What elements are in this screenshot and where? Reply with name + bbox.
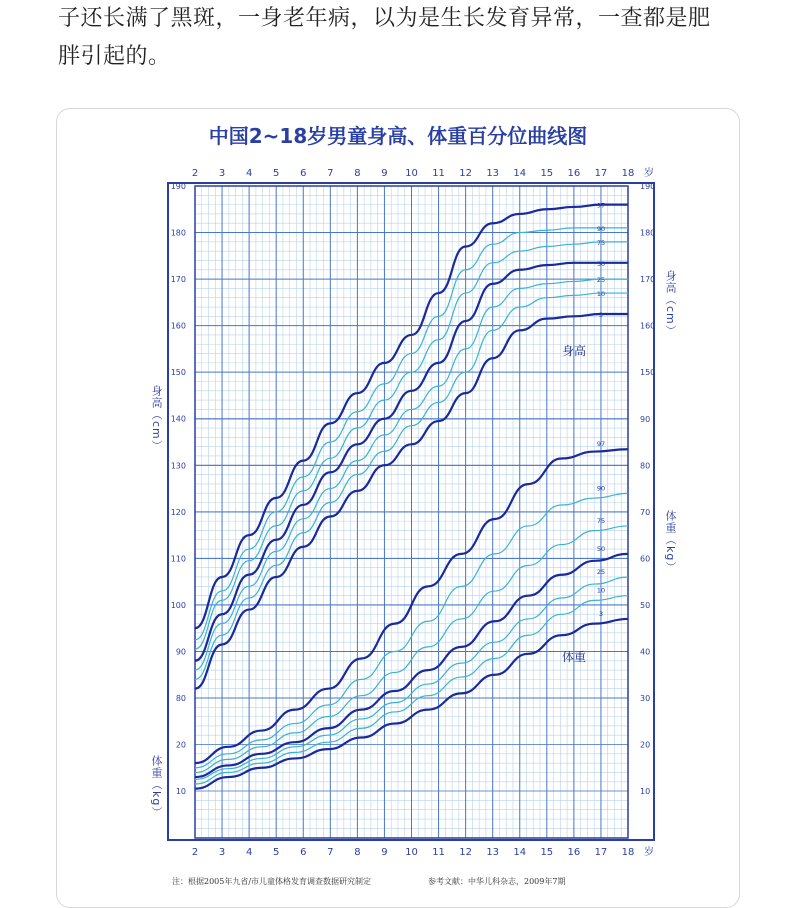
x-tick-label-top: 2 xyxy=(191,168,199,179)
x-tick-label-top: 14 xyxy=(513,168,527,179)
height-tick-label-left: 80 xyxy=(175,694,186,703)
height-tick-label-left: 170 xyxy=(170,275,186,285)
height-tick-label-left: 180 xyxy=(170,228,186,238)
x-tick-label-top: 9 xyxy=(381,168,388,179)
height-tick-label-left: 130 xyxy=(170,461,186,471)
x-tick-label-bottom: 4 xyxy=(245,847,253,858)
x-tick-label-bottom: 14 xyxy=(513,847,527,858)
x-tick-label-bottom: 6 xyxy=(300,847,307,858)
weight-tick-label-right: 20 xyxy=(640,740,651,750)
x-tick-label-top: 16 xyxy=(567,168,581,179)
x-tick-label-bottom: 8 xyxy=(354,847,361,858)
x-tick-label-bottom: 15 xyxy=(540,847,554,858)
weight-series-label-p97: 97 xyxy=(596,440,606,449)
x-tick-label-top: 8 xyxy=(354,168,361,179)
right-height-axis-title: 身高（cm） xyxy=(664,270,677,337)
weight-curve-label: 体重 xyxy=(562,650,587,664)
weight-tick-label-right: 40 xyxy=(640,647,651,657)
height-tick-label-left: 100 xyxy=(170,600,186,610)
weight-tick-label-right: 50 xyxy=(640,601,651,610)
article-line-1: 子还长满了黑斑，一身老年病，以为是生长发育异常，一查都是肥 xyxy=(58,6,711,31)
x-tick-label-top: 18 xyxy=(621,168,635,179)
weight-series-label-p90: 90 xyxy=(596,484,606,493)
weight-tick-label-right: 70 xyxy=(640,508,651,517)
x-tick-label-top: 7 xyxy=(327,168,334,179)
x-tick-label-bottom: 17 xyxy=(594,847,608,858)
height-tick-label-right: 150 xyxy=(640,368,656,378)
x-tick-label-bottom: 2 xyxy=(191,847,199,858)
height-series-label-p90: 90 xyxy=(596,224,606,233)
x-tick-label-bottom: 13 xyxy=(486,847,500,858)
x-tick-label-bottom: 16 xyxy=(567,847,581,858)
weight-tick-label-right: 30 xyxy=(640,694,651,703)
height-tick-label-left: 140 xyxy=(170,414,186,424)
height-tick-label-left: 90 xyxy=(175,647,186,657)
left-weight-axis-title: 体重（kg） xyxy=(150,755,163,819)
x-tick-label-bottom: 11 xyxy=(432,847,445,858)
weight-tick-label-left: 20 xyxy=(175,740,186,750)
height-tick-label-right: 160 xyxy=(640,321,656,331)
weight-series-label-p25: 25 xyxy=(596,568,606,577)
x-tick-label-top: 11 xyxy=(432,168,445,179)
x-axis-label-bottom: 岁 xyxy=(644,847,654,858)
footnote-source: 注：根据2005年九省/市儿童体格发育调查数据研究制定 xyxy=(172,877,372,886)
x-tick-label-bottom: 9 xyxy=(381,847,388,858)
x-tick-label-bottom: 10 xyxy=(405,847,418,858)
height-tick-label-left: 190 xyxy=(170,182,186,191)
height-tick-label-left: 110 xyxy=(170,554,186,564)
height-series-label-p10: 10 xyxy=(596,290,606,299)
height-series-label-p97: 97 xyxy=(596,201,606,210)
height-curve-label: 身高 xyxy=(562,344,587,358)
footnote-reference: 参考文献：中华儿科杂志，2009年7期 xyxy=(428,877,566,886)
height-tick-label-right: 170 xyxy=(640,275,656,285)
height-tick-label-left: 120 xyxy=(170,507,186,517)
x-tick-label-bottom: 3 xyxy=(218,847,226,858)
x-tick-label-bottom: 18 xyxy=(621,847,635,858)
height-series-label-p25: 25 xyxy=(596,276,606,285)
article-line-2: 胖引起的。 xyxy=(58,44,171,69)
x-tick-label-top: 17 xyxy=(594,168,608,179)
weight-tick-label-right: 80 xyxy=(640,461,651,471)
weight-series-label-p75: 75 xyxy=(596,516,606,525)
weight-tick-label-right: 10 xyxy=(640,787,651,796)
height-tick-label-right: 190 xyxy=(640,182,656,191)
chart-title: 中国2~18岁男童身高、体重百分位曲线图 xyxy=(208,124,588,148)
x-tick-label-bottom: 7 xyxy=(327,847,334,858)
x-tick-label-top: 3 xyxy=(218,168,226,179)
height-tick-label-right: 180 xyxy=(640,228,656,238)
x-tick-label-top: 13 xyxy=(486,168,500,179)
height-series-label-p50: 50 xyxy=(596,259,606,268)
weight-series-label-p50: 50 xyxy=(596,544,606,553)
x-tick-label-top: 4 xyxy=(245,168,253,179)
height-tick-label-left: 160 xyxy=(170,321,186,331)
height-series-label-p75: 75 xyxy=(596,238,606,247)
x-tick-label-top: 10 xyxy=(405,168,418,179)
x-tick-label-top: 15 xyxy=(540,168,554,179)
weight-tick-label-right: 60 xyxy=(640,554,651,564)
x-tick-label-top: 5 xyxy=(273,168,280,179)
weight-tick-label-left: 10 xyxy=(175,787,186,796)
x-tick-label-top: 12 xyxy=(459,168,472,179)
height-series-label-p3: 3 xyxy=(598,311,604,319)
x-tick-label-top: 6 xyxy=(300,168,307,179)
weight-tick-label-right: 90 xyxy=(640,415,651,424)
x-axis-label-top: 岁 xyxy=(644,168,654,179)
left-height-axis-title: 身高（cm） xyxy=(150,385,163,452)
right-weight-axis-title: 体重（kg） xyxy=(664,510,677,574)
x-tick-label-bottom: 5 xyxy=(273,847,280,858)
weight-series-label-p3: 3 xyxy=(598,609,604,618)
x-tick-label-bottom: 12 xyxy=(459,847,472,858)
weight-series-label-p10: 10 xyxy=(596,586,606,595)
height-tick-label-left: 150 xyxy=(170,368,186,378)
